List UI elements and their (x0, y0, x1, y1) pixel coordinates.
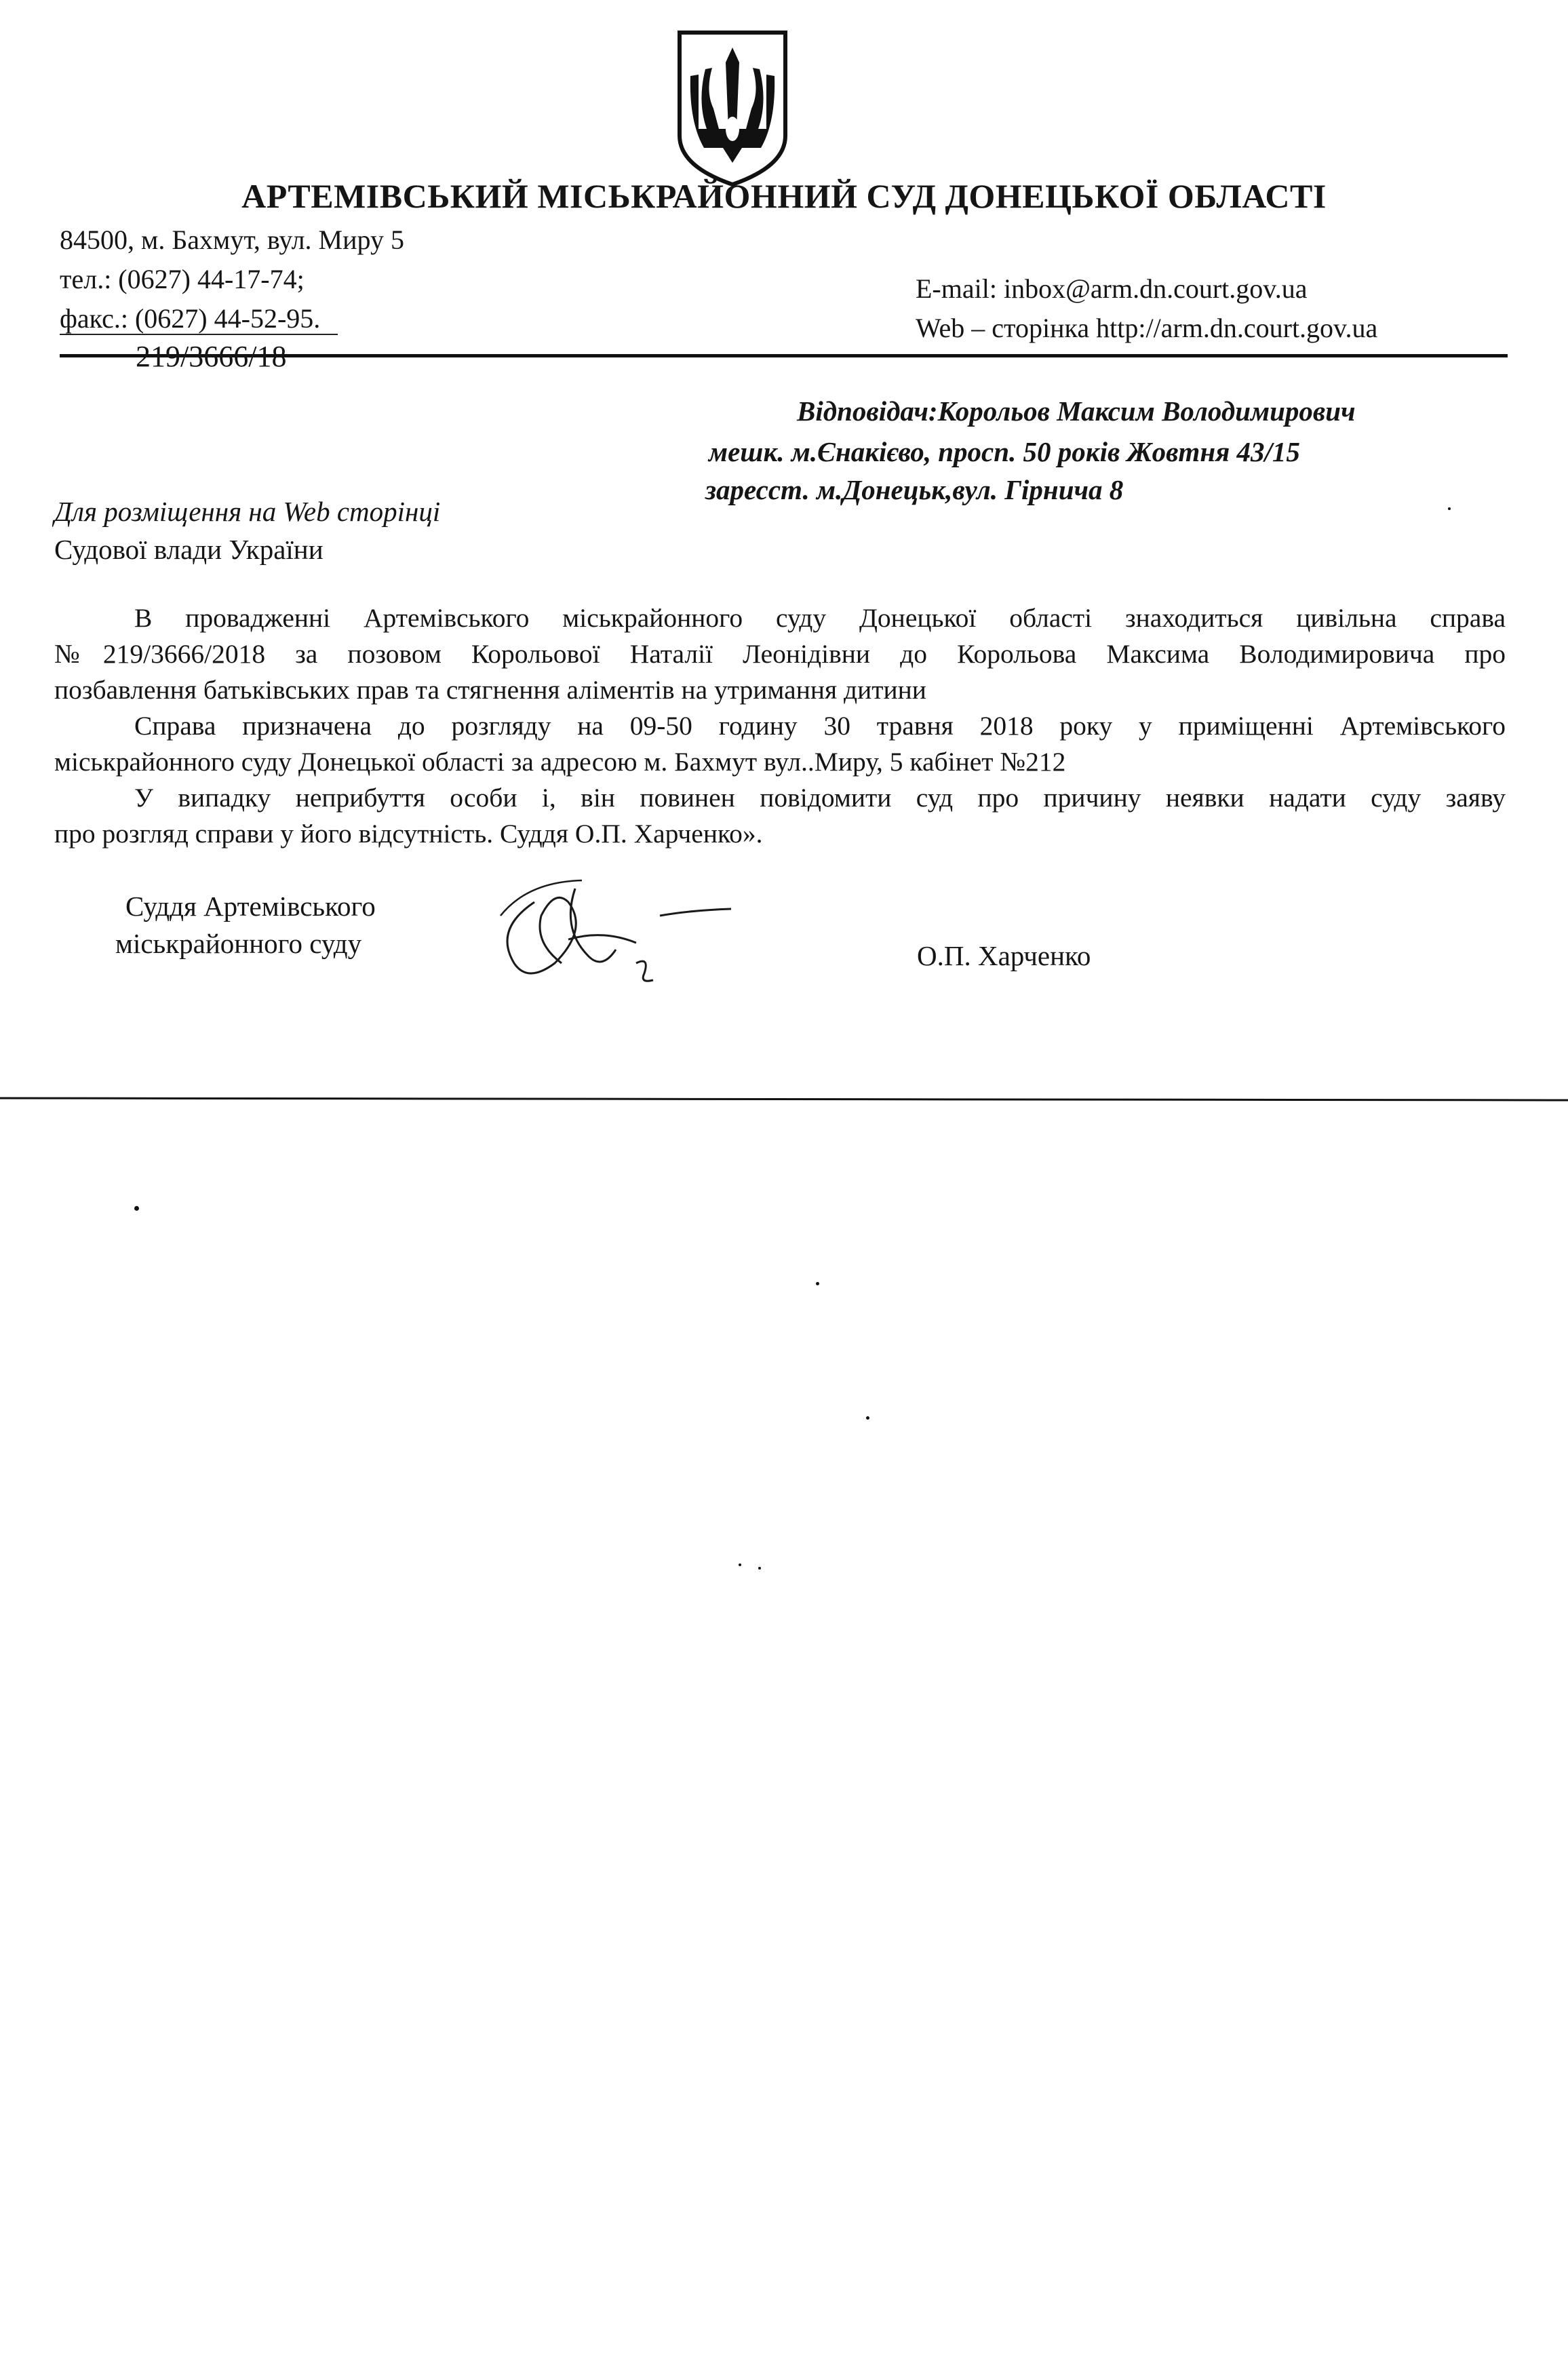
scan-speck (1448, 507, 1451, 510)
scan-speck (758, 1567, 761, 1570)
body-line: №219/3666/2018 за позовом Корольової Наталії Леонідівни до Корольова Максима Володимировича про (54, 639, 1506, 669)
respondent-registration: заресст. м.Донецьк,вул. Гірнича 8 (705, 474, 1124, 505)
court-email: E-mail: inbox@arm.dn.court.gov.ua (916, 273, 1308, 304)
coat-of-arms-emblem (671, 27, 793, 190)
body-line: У випадку неприбуття особи і, він повинен повідомити суд про причину неявки надати суду заяву (134, 783, 1506, 813)
signer-name: О.П. Харченко (917, 940, 1091, 971)
scan-speck (866, 1416, 869, 1420)
handwritten-signature (487, 875, 772, 997)
court-fax: факс.: (0627) 44-52-95. (60, 303, 321, 334)
judge-title-line-2: міськрайонного суду (115, 928, 362, 959)
body-line: Справа призначена до розгляду на 09-50 годину 30 травня 2018 року у приміщенні Артемівського (134, 711, 1506, 741)
scan-speck (816, 1282, 819, 1285)
page-bottom-rule (0, 1097, 1568, 1102)
respondent-name: Відповідач:Корольов Максим Володимирович (797, 395, 1356, 427)
judge-title-line-1: Суддя Артемівського (125, 891, 376, 922)
respondent-residence: мешк. м.Єнакієво, просп. 50 років Жовтня 43/15 (709, 436, 1300, 467)
court-address: 84500, м. Бахмут, вул. Миру 5 (60, 225, 404, 255)
fax-underline (60, 334, 338, 335)
case-number: 219/3666/18 (136, 340, 287, 373)
scan-speck (134, 1206, 139, 1211)
court-title: АРТЕМІВСЬКИЙ МІСЬКРАЙОННИЙ СУД ДОНЕЦЬКОЇ ОБЛАСТІ (241, 177, 1327, 215)
web-publication-note: Для розміщення на Web сторінці (54, 496, 441, 527)
body-line: В провадженні Артемівського міськрайонного суду Донецької області знаходиться цивільна справа (134, 603, 1506, 633)
web-publication-note-2: Судової влади України (54, 534, 324, 565)
body-line: про розгляд справи у його відсутність. Суддя О.П. Харченко». (54, 819, 763, 849)
court-website: Web – сторінка http://arm.dn.court.gov.ua (916, 313, 1378, 343)
notice-body (54, 600, 1506, 852)
scan-speck (739, 1563, 741, 1566)
body-line: позбавлення батьківських прав та стягнення аліментів на утримання дитини (54, 675, 926, 705)
body-line: міськрайонного суду Донецької області за адресою м. Бахмут вул..Миру, 5 кабінет №212 (54, 747, 1066, 777)
court-phone: тел.: (0627) 44-17-74; (60, 264, 305, 294)
